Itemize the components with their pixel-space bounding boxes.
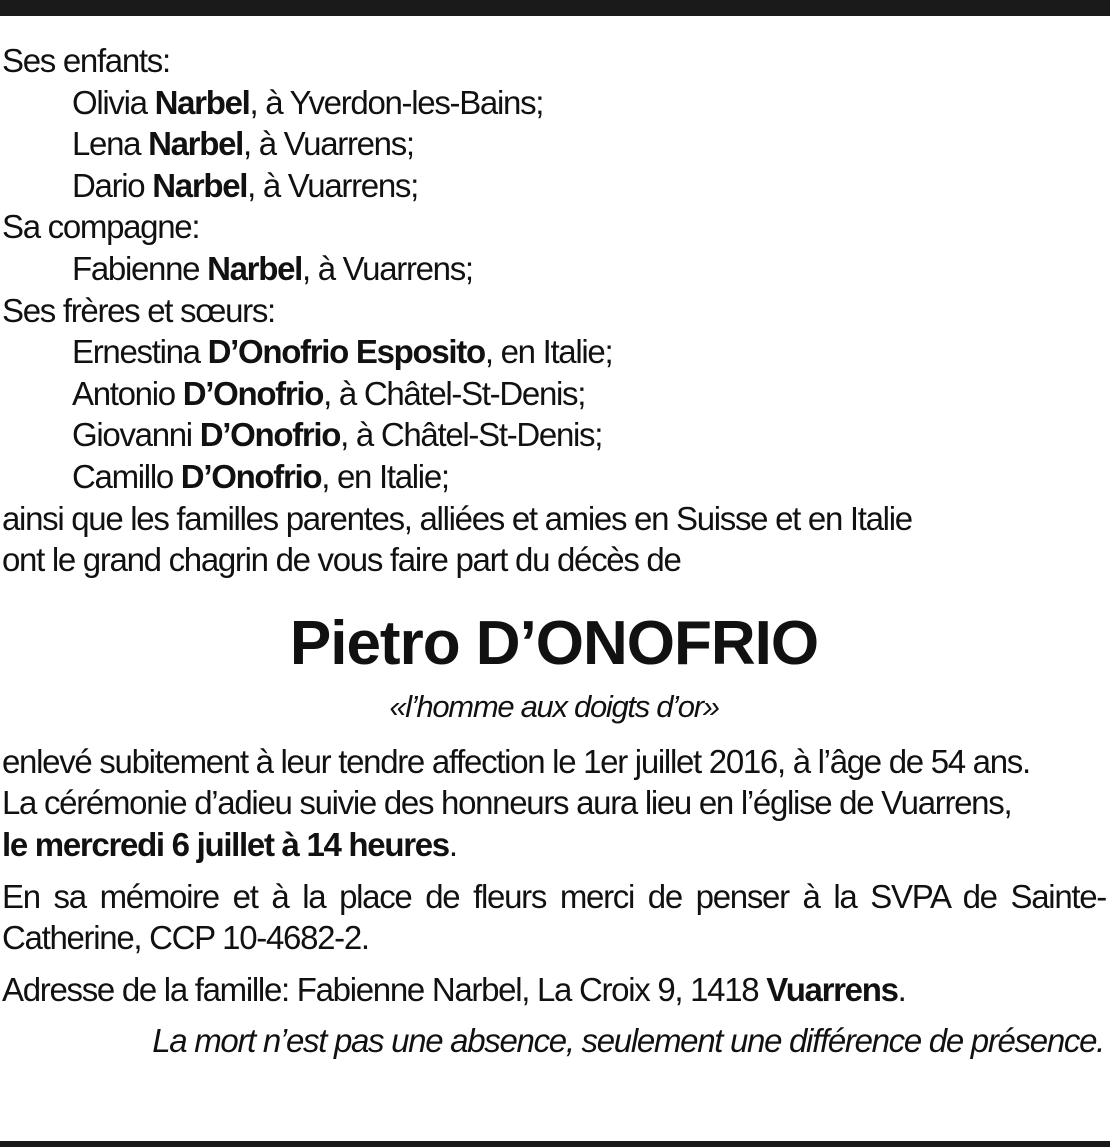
last-name: Narbel bbox=[207, 249, 302, 287]
frere-entry bbox=[2, 373, 1106, 415]
first-name: Camillo bbox=[72, 457, 173, 495]
first-name: Olivia bbox=[72, 83, 147, 121]
place: , à Châtel-St-Denis; bbox=[340, 416, 603, 454]
announcement-line: ont le grand chagrin de vous faire part du décès de bbox=[2, 541, 681, 579]
ceremony-text: La cérémonie d’adieu suivie des honneurs aura lieu en l’église de Vuarrens, bbox=[2, 784, 1012, 822]
deceased-name: Pietro D’ONOFRIO bbox=[289, 608, 819, 678]
place: , en Italie; bbox=[484, 333, 613, 371]
ceremony-period: . bbox=[448, 825, 457, 863]
death-paragraph: enlevé subitement à leur tendre affection le 1er juillet 2016, à l’âge de 54 ans. bbox=[2, 742, 1030, 780]
last-name: D’Onofrio bbox=[182, 374, 324, 412]
ceremony-date: le mercredi 6 juillet à 14 heures bbox=[2, 825, 449, 863]
first-name: Giovanni bbox=[72, 416, 192, 454]
first-name: Fabienne bbox=[72, 249, 200, 287]
place: , à Vuarrens; bbox=[243, 125, 414, 163]
closing-quote: La mort n’est pas une absence, seulement une différence de présence. bbox=[152, 1022, 1104, 1060]
address-paragraph bbox=[2, 969, 1106, 1011]
first-name: Lena bbox=[72, 125, 141, 163]
frere-entry bbox=[2, 331, 1106, 373]
obituary-notice bbox=[2, 40, 1106, 1062]
bottom-border-rule bbox=[0, 1141, 1110, 1147]
frere-entry bbox=[2, 456, 1106, 498]
last-name: Narbel bbox=[152, 166, 248, 204]
memory-paragraph: En sa mémoire et à la place de fleurs merci de penser à la SVPA de Sainte-Catherine, CCP 10-4682-2. bbox=[2, 877, 1106, 957]
first-name: Dario bbox=[72, 166, 145, 204]
place: , à Châtel-St-Denis; bbox=[323, 374, 586, 412]
last-name: D’Onofrio Esposito bbox=[207, 333, 485, 371]
first-name: Antonio bbox=[72, 374, 175, 412]
epithet: «l’homme aux doigts d’or» bbox=[389, 688, 719, 724]
enfant-entry bbox=[2, 123, 1106, 165]
top-border-rule bbox=[0, 0, 1110, 16]
last-name: Narbel bbox=[148, 125, 243, 163]
compagne-entry bbox=[2, 248, 1106, 290]
place: , à Yverdon-les-Bains; bbox=[249, 83, 544, 121]
enfant-entry bbox=[2, 165, 1106, 207]
enfants-heading: Ses enfants: bbox=[2, 42, 170, 79]
place: , en Italie; bbox=[321, 457, 449, 495]
last-name: Narbel bbox=[154, 83, 250, 121]
ceremony-paragraph bbox=[2, 782, 1106, 865]
last-name: D’Onofrio bbox=[180, 457, 322, 495]
enfant-entry bbox=[2, 82, 1106, 124]
address-town: Vuarrens bbox=[766, 970, 898, 1008]
ceremony-date-line bbox=[2, 824, 1106, 866]
first-name: Ernestina bbox=[72, 333, 200, 371]
frere-entry bbox=[2, 414, 1106, 456]
last-name: D’Onofrio bbox=[199, 416, 341, 454]
freres-heading: Ses frères et sœurs: bbox=[2, 291, 275, 329]
place: , à Vuarrens; bbox=[247, 166, 418, 204]
compagne-heading: Sa compagne: bbox=[2, 208, 200, 246]
address-text: Adresse de la famille: Fabienne Narbel, La Croix 9, 1418 bbox=[2, 970, 767, 1008]
familles-line: ainsi que les familles parentes, alliées et amies en Suisse et en Italie bbox=[2, 499, 912, 537]
address-period: . bbox=[897, 970, 906, 1008]
place: , à Vuarrens; bbox=[302, 249, 473, 287]
